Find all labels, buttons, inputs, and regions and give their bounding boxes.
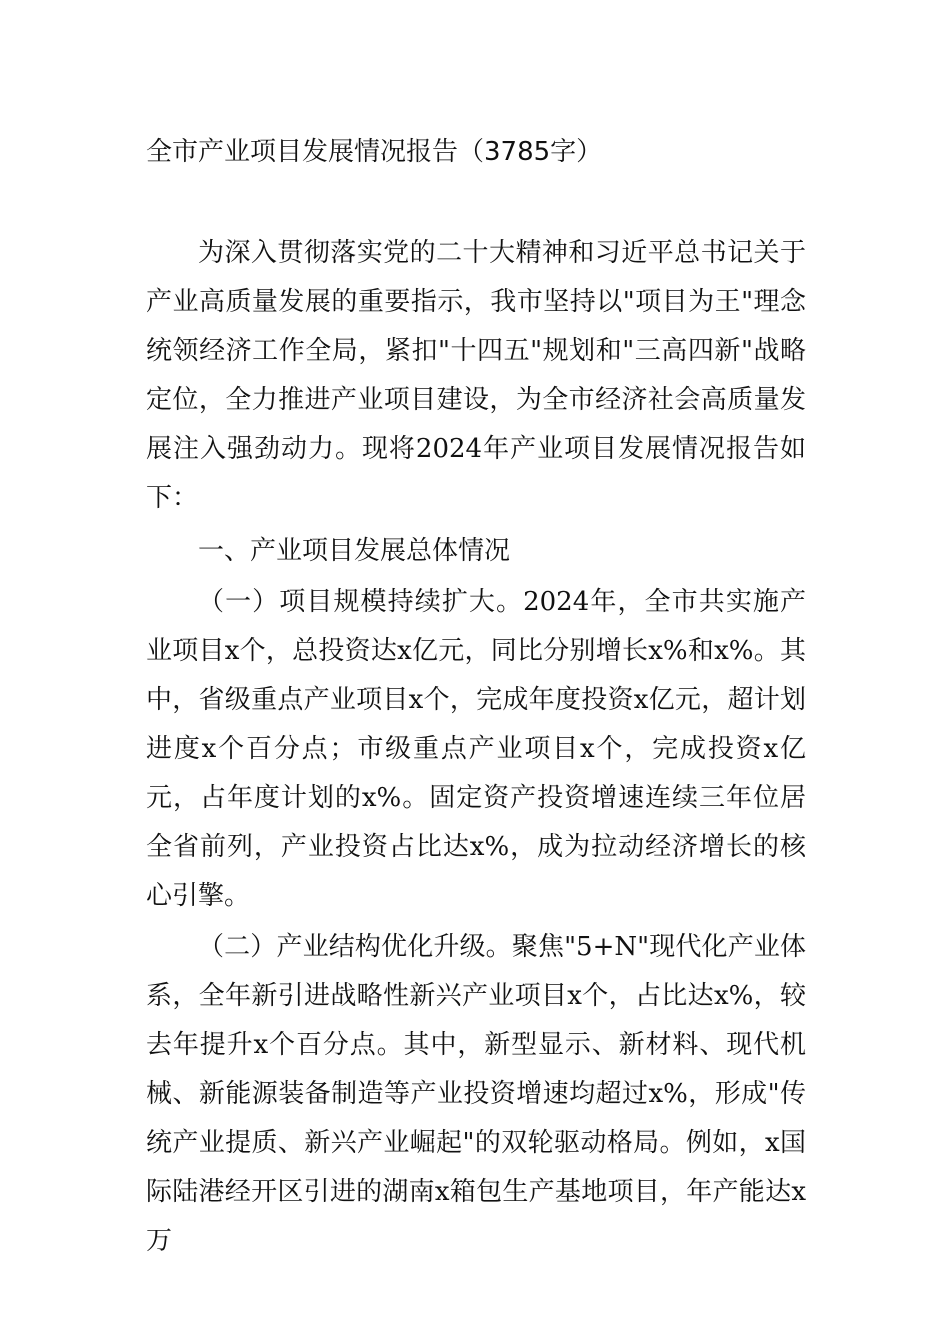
section-heading: 一、产业项目发展总体情况 bbox=[198, 536, 511, 566]
body-paragraph: （二）产业结构优化升级。聚焦"5+N"现代化产业体系，全年新引进战略性新兴产业项目x个，占比达x%，较去年提升x个百分点。其中，新型显示、新材料、现代机械、新能源装备制造等产业投资增速均超过x%，形成"传统产业提质、新兴产业崛起"的双轮驱动格局。例如，x国际陆港经开区引进的湖南x箱包生产基地项目，年产能达x万 bbox=[146, 932, 806, 1256]
intro-paragraph: 为深入贯彻落实党的二十大精神和习近平总书记关于产业高质量发展的重要指示，我市坚持以"项目为王"理念统领经济工作全局，紧扣"十四五"规划和"三高四新"战略定位，全力推进产业项目建设，为全市经济社会高质量发展注入强劲动力。现将2024年产业项目发展情况报告如下： bbox=[146, 238, 806, 513]
document-title: 全市产业项目发展情况报告（3785字） bbox=[146, 137, 603, 167]
body-paragraph: （一）项目规模持续扩大。2024年，全市共实施产业项目x个，总投资达x亿元，同比分别增长x%和x%。其中，省级重点产业项目x个，完成年度投资x亿元，超计划进度x个百分点；市级重点产业项目x个，完成投资x亿元，占年度计划的x%。固定资产投资增速连续三年位居全省前列，产业投资占比达x%，成为拉动经济增长的核心引擎。 bbox=[146, 587, 806, 911]
